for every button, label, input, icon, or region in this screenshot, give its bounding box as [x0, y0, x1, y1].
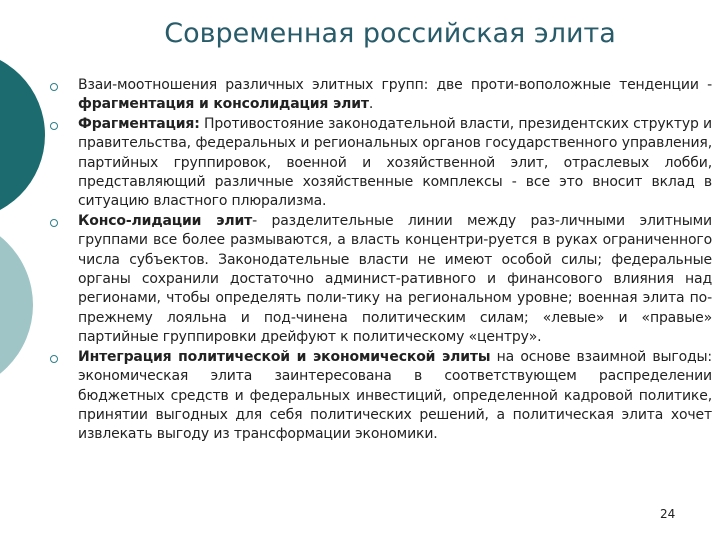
page-number: 24 [660, 507, 676, 521]
bullet-item [48, 76, 712, 115]
light-teal-circle [0, 217, 33, 393]
bullet-text-bold: Интеграция политической и экономической элиты [78, 348, 491, 365]
bullet-list [48, 76, 712, 445]
bullet-circle-icon [50, 83, 58, 91]
bullet-circle-icon [50, 122, 58, 130]
slide-title: Современная российская элита [164, 18, 616, 49]
bullet-item [48, 115, 712, 212]
bullet-text-bold: фрагментация и консолидация элит [78, 96, 369, 113]
bullet-circle-icon [50, 219, 58, 227]
bullet-text: . [368, 96, 374, 113]
bullet-circle-icon [50, 355, 58, 363]
bullet-text: Противостояние законодательной власти, президентских структур и правительства, федеральных и региональных органов государственного управления, партийных группировок, военной и хозяйственной элит, отраслевых лобби, представляющий различные хозяйственные комплексы - все это вносит вклад в ситуацию властного плюрализма. [78, 115, 712, 210]
bullet-text-bold: Фрагментация: [78, 115, 200, 132]
bullet-item [48, 212, 712, 348]
bullet-text: на основе взаимной выгоды: экономическая элита заинтересована в соответствующем распределении бюджетных средств и федеральных инвестиций, определенной кадровой политике, принятии выгодных для себя политических решений, а политическая элита хочет извлекать выгоду из трансформации экономики. [78, 348, 712, 443]
bullet-item [48, 348, 712, 445]
bullet-text-bold: Консо-лидации элит [78, 212, 253, 229]
dark-teal-circle [0, 50, 45, 220]
bullet-text: - разделительные линии между раз-личными элитными группами все более размываются, а власть концентри-руется в руках ограниченного числа субъектов. Законодательные власти не имеют особой силы; федеральные органы сохранили достаточно админист-ративного и финансового влияния над регионами, чтобы определять поли-тику на региональном уровне; военная элита по-прежнему лояльна и под-чинена политическим силам; «левые» и «правые» партийные группировки дрейфуют к политическому «центру». [78, 212, 712, 346]
bullet-text: Взаи-моотношения различных элитных групп: две проти-воположные тенденции - [78, 77, 712, 93]
